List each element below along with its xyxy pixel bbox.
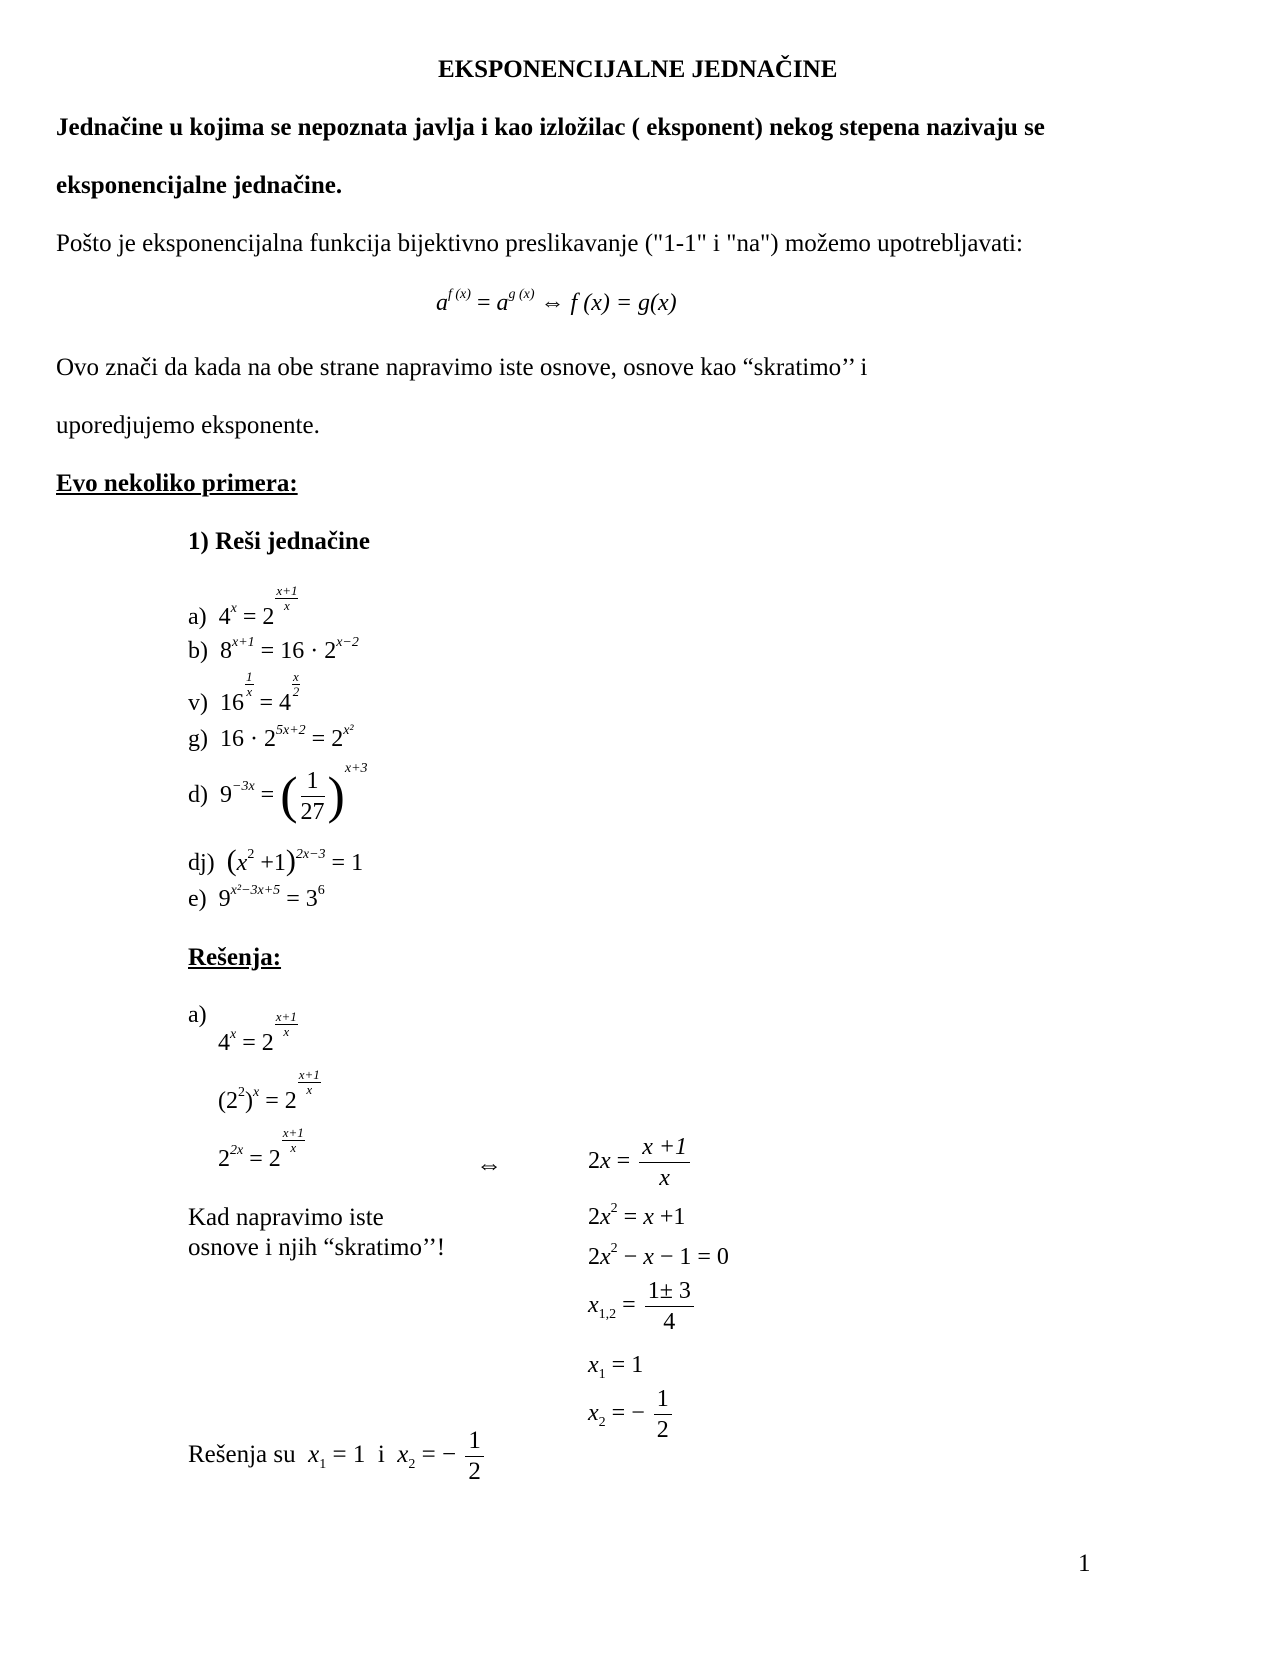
task-v: v) 16 $\frac{1}{x}$ = 4 $\frac{x}{2}$: [188, 669, 300, 716]
definition-line-2: eksponencijalne jednačine.: [56, 172, 343, 199]
derivation-line-3: $2x^2 - x - 1 = 0$: [588, 1241, 729, 1270]
derivation-line-5: $x_1 = 1$: [588, 1352, 644, 1382]
explanation-line-1: Ovo znači da kada na obe strane napravimo iste osnove, osnove kao “skratimo’’ i: [56, 354, 868, 381]
final-answer: Rešenja su $x_1 = 1$ i $x_2$ = − $\frac{1}{2}$: [188, 1426, 487, 1487]
solution-a-note-line-2: osnove i njih “skratimo’’!: [188, 1234, 446, 1261]
task-d: d) $9^{-3x}$ = ( $\frac{1}{27}$ )$^{x+3}$: [188, 761, 368, 825]
definition-line-1: Jednačine u kojima se nepoznata javlja i kao izložilac ( eksponent) nekog stepena nazivaju se: [56, 114, 1045, 141]
solutions-heading: Rešenja:: [188, 944, 282, 971]
derivation-line-2: $2x^2 = x +1$: [588, 1201, 686, 1230]
task-heading: 1) Reši jednačine: [188, 528, 370, 555]
intro-text: Pošto je eksponencijalna funkcija bijektivno preslikavanje ("1-1" i "na") možemo upotrebljavati:: [56, 230, 1023, 257]
page-title: EKSPONENCIJALNE JEDNAČINE: [438, 56, 838, 83]
task-e: e) $9^{x^2-3x+5} = 3^6$: [188, 883, 325, 912]
solution-a-label: a): [188, 1002, 207, 1028]
task-dj: dj) $(x^2 +1)^{2x-3} = 1$: [188, 844, 364, 877]
examples-heading: Evo nekoliko primera:: [56, 470, 298, 497]
page-number: 1: [1078, 1550, 1091, 1577]
derivation-line-1: 2x = $\frac{x +1}{x}$: [588, 1132, 693, 1193]
iff-symbol: ⇔: [476, 1150, 502, 1179]
solution-a-note-line-1: Kad napravimo iste: [188, 1204, 384, 1231]
explanation-line-2: uporedjujemo eksponente.: [56, 412, 320, 439]
task-g: g) $16 \cdot 2^{5x+2} = 2^{x^2}$: [188, 723, 354, 752]
solution-a-step-3: $2^{2x} = 2$ $\frac{x+1}{x}$: [218, 1125, 304, 1172]
derivation-line-6: $x_2$ = − $\frac{1}{2}$: [588, 1384, 675, 1445]
derivation-line-4: $x_{1,2}$ = $\frac{1\pm 3}{4}$: [588, 1276, 697, 1337]
solution-a-step-1: $4^x = 2$ $\frac{x+1}{x}$: [218, 1009, 297, 1056]
task-b: b) $8^{x+1} = 16 \cdot 2^{x-2}$: [188, 635, 359, 664]
task-a: a) $4^x = 2$ $\frac{x+1}{x}$: [188, 583, 298, 630]
equivalence-rule: $a^{f (x)} = a^{g (x)}$ ⇔ f (x) = g(x): [436, 287, 677, 316]
solution-a-step-2: $(2^2)^x = 2$ $\frac{x+1}{x}$: [218, 1067, 320, 1114]
